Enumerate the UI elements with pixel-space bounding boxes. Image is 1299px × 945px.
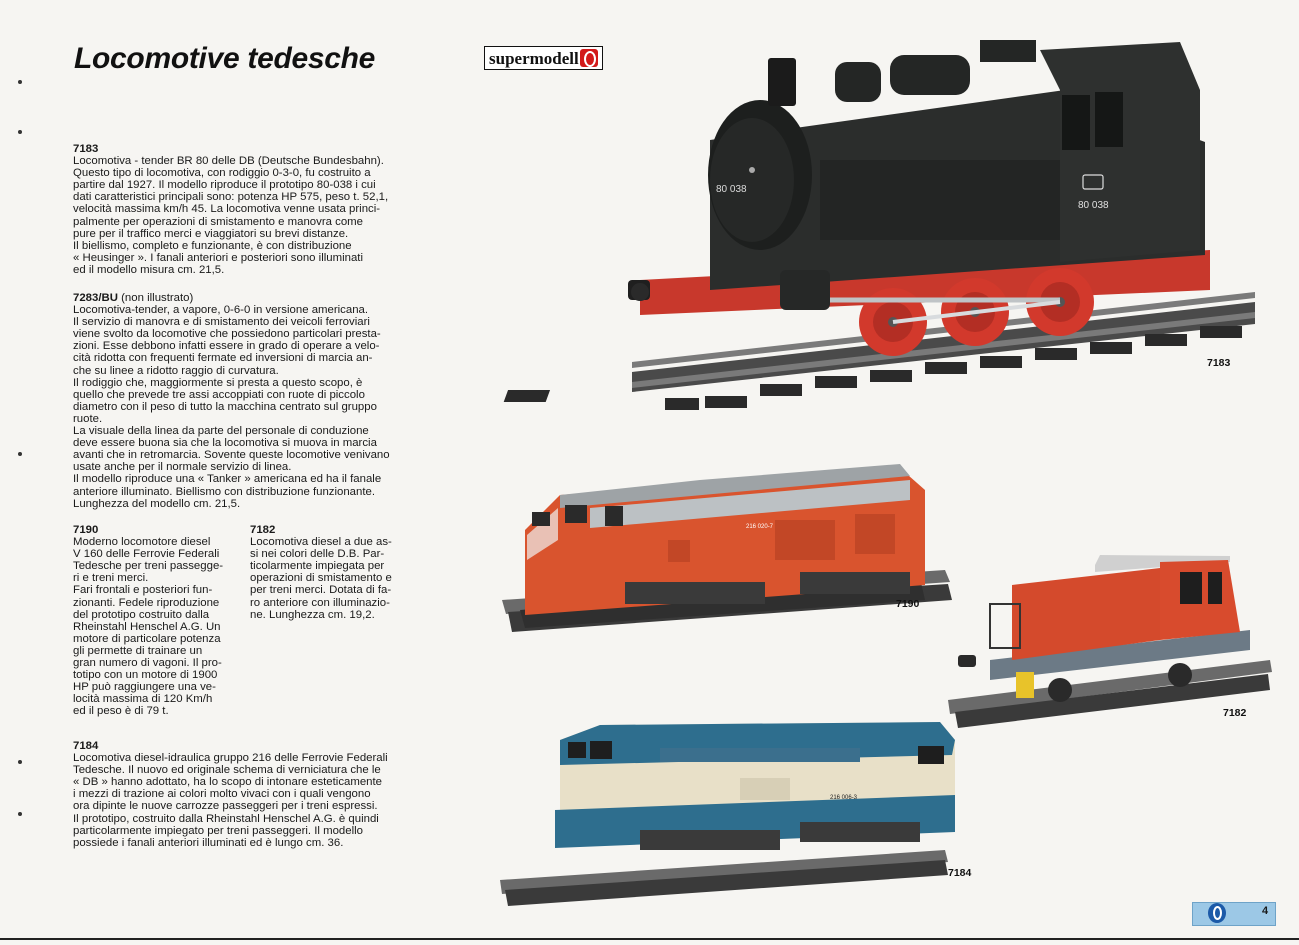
product-code-note: (non illustrato) — [117, 292, 194, 304]
steam-number-plate: 80 038 — [1078, 200, 1109, 211]
figure-label-7183: 7183 — [1207, 357, 1231, 369]
footer-rule — [0, 938, 1299, 940]
product-code: 7283/BU — [73, 292, 118, 304]
diesel-locomotive-7184 — [500, 722, 955, 906]
figure-label-7184: 7184 — [948, 867, 972, 879]
brand-name: supermodell — [489, 48, 579, 68]
shunter-locomotive-7182 — [948, 555, 1272, 728]
diesel-locomotive-7190 — [502, 464, 952, 632]
page-number: 4 — [1262, 905, 1269, 917]
badge-o-icon — [1208, 903, 1226, 923]
product-description: Locomotiva diesel-idraulica gruppo 216 delle Ferrovie Federali Tedesche. Il nuovo ed originale schema di verniciatura che le « DB » hanno adottato, ha lo scopo di intonare esteticamente i mezzi di trazione ai colori molto vivaci con i quali vengono ora dipinte le nuove carrozze passeggeri per i treni espressi. Il prototipo, costruito dalla Rheinstahl Henschel A.G. è quindi particolarmente impiegato per treni passeggeri. Il modello possiede i fanali anteriori illuminati ed è lungo cm. 36. — [73, 752, 388, 849]
product-code: 7190 — [73, 524, 99, 536]
product-description: Locomotiva-tender, a vapore, 0-6-0 in versione americana. Il servizio di manovra e di smistamento dei veicoli ferroviari viene svolto da locomotive che possiedono particolari presta- zioni. Esse debbono infatti essere in grado di operare a velo- cità ridotta con frequenti fermate ed inversioni di marcia an- che su linee a ridotto raggio di curvatura. Il rodiggio che, maggiormente si presta a questo scopo, è quello che prevede tre assi accoppiati con ruote di piccolo diametro con il peso di tutto la macchina centrato sul gruppo ruote. La visuale della linea da parte del personale di conduzione deve essere buona sia che la locomotiva si muova in marcia avanti che in retromarcia. Sovente queste locomotive venivano usate anche per il normale servizio di linea. Il modello riproduce una « Tanker » americana ed ha il fanale anteriore illuminato. Biellismo con distribuzione funzionante. Lunghezza del modello cm. 21,5. — [73, 304, 390, 510]
steam-locomotive-7183 — [504, 40, 1255, 410]
steam-smokebox-number: 80 038 — [716, 184, 747, 195]
product-code: 7182 — [250, 524, 276, 536]
figure-label-7182: 7182 — [1223, 707, 1247, 719]
br216-number: 216 006-3 — [830, 795, 858, 801]
product-code: 7183 — [73, 143, 99, 155]
product-description: Moderno locomotore diesel V 160 delle Ferrovie Federali Tedesche per treni passegge- ri e treni merci. Fari frontali e posteriori fun- zionanti. Fedele riproduzione del prototipo costruito dalla Rheinstahl Henschel A.G. Un motore di particolare potenza gli permette di trainare un gran numero di vagoni. Il pro- totipo con un motore di 1900 HP può raggiungere una ve- locità massima di 120 Km/h ed il peso è di 79 t. — [73, 536, 224, 718]
page-title: Locomotive tedesche — [74, 42, 376, 75]
product-code: 7184 — [73, 740, 99, 752]
figure-label-7190: 7190 — [896, 598, 920, 610]
v160-number: 216 020-7 — [746, 524, 774, 530]
product-description: Locomotiva - tender BR 80 delle DB (Deutsche Bundesbahn). Questo tipo di locomotiva, con rodiggio 0-3-0, fu costruito a partire dal 1927. Il modello riproduce il prototipo 80-038 i cui dati caratteristici principali sono: potenza HP 575, peso t. 52,1, velocità massima km/h 45. La locomotiva venne usata princi- palmente per operazioni di smistamento e manovra come pure per il traffico merci e viaggiatori su brevi distanze. Il biellismo, completo e funzionante, è con distribuzione « Heusinger ». I fanali anteriori e posteriori sono illuminati ed il modello misura cm. 21,5. — [73, 155, 389, 276]
product-description: Locomotiva diesel a due as- si nei colori delle D.B. Par- ticolarmente impiegata per operazioni di smistamento e per treni merci. Dotata di fa- ro anteriore con illuminazio- ne. Lunghezza cm. 19,2. — [250, 536, 392, 621]
